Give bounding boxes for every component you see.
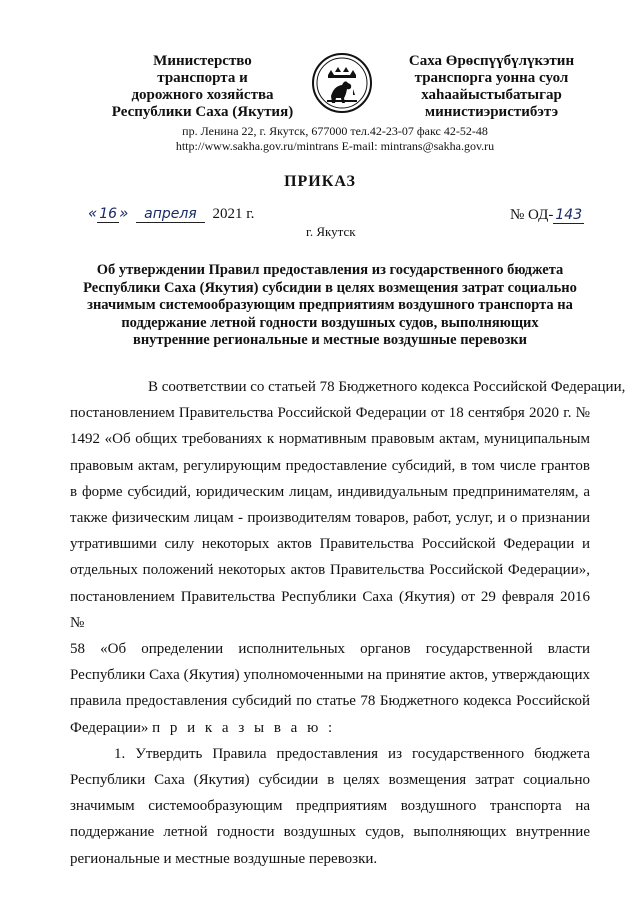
item1-line: региональные и местные воздушные перевозки. bbox=[70, 850, 378, 867]
body-line: В соответствии со статьей 78 Бюджетного кодекса Российской Федерации, bbox=[148, 379, 626, 395]
contact-info bbox=[140, 124, 530, 154]
coat-of-arms-emblem bbox=[311, 52, 373, 114]
date-day: 16 bbox=[99, 206, 118, 222]
body-line: утратившими силу некоторых актов Правительства Российской Федерации и bbox=[70, 536, 590, 553]
body-line: в форме субсидий, юридическим лицам, индивидуальным предпринимателям, а bbox=[70, 483, 590, 500]
item1-line: поддержание летной годности воздушных судов, выполняющих внутренние bbox=[70, 824, 590, 841]
order-number bbox=[510, 207, 584, 224]
body-line: отдельных положений некоторых актов Правительства Российской Федерации», bbox=[70, 562, 590, 579]
ministry-line: транспорга уонна суол bbox=[414, 70, 569, 86]
ministry-name-russian bbox=[100, 53, 305, 121]
city-name: г. Якутск bbox=[306, 224, 356, 239]
date-close-quote: » bbox=[119, 204, 129, 222]
body-line: Республики Саха (Якутия) уполномоченными на принятие актов, утверждающих bbox=[70, 667, 590, 684]
item1-line: значимым системообразующим предприятиям воздушного транспорта на bbox=[70, 798, 590, 815]
order-date bbox=[88, 204, 254, 223]
ministry-line: Республики Саха (Якутия) bbox=[111, 104, 294, 120]
body-line: постановлением Правительства Российской Федерации от 18 сентября 2020 г. № bbox=[70, 405, 590, 422]
ministry-line: хаһаайыстыбатыгар bbox=[421, 87, 562, 103]
title-line: Республики Саха (Якутия) субсидии в целях возмещения затрат социально bbox=[83, 279, 577, 296]
body-line-final bbox=[70, 715, 590, 741]
body-line: Федерации» bbox=[70, 719, 149, 736]
body-line: правила предоставления субсидий по статье 78 Бюджетного кодекса Российской bbox=[70, 693, 590, 710]
order-number-prefix: № ОД- bbox=[510, 207, 554, 223]
ministry-line: транспорта и bbox=[157, 70, 248, 86]
title-line: внутренние региональные и местные воздушные перевозки bbox=[133, 332, 527, 348]
date-open-quote: « bbox=[88, 204, 98, 222]
item1-line: Республики Саха (Якутия) субсидии в целях возмещения затрат социально bbox=[70, 772, 590, 789]
ministry-line: дорожного хозяйства bbox=[131, 87, 274, 103]
ministry-name-yakut bbox=[384, 53, 599, 121]
address-line: пр. Ленина 22, г. Якутск, 677000 тел.42-23-07 факс 42-52-48 bbox=[182, 124, 488, 138]
body-line: 58 «Об определении исполнительных органов государственной власти bbox=[70, 641, 590, 658]
body-line: также физическим лицам - производителям товаров, работ, услуг, и о признании bbox=[70, 510, 590, 527]
order-number-value: 143 bbox=[555, 207, 583, 223]
ministry-line: Саха Өрөспүүбүлүкэтин bbox=[408, 53, 575, 69]
order-word: п р и к а з ы в а ю : bbox=[152, 719, 336, 736]
date-year: 2021 г. bbox=[212, 206, 255, 222]
document-type: ПРИКАЗ bbox=[284, 173, 356, 190]
order-preamble bbox=[70, 374, 626, 872]
title-line: значимым системообразующим предприятиям воздушного транспорта на bbox=[87, 297, 573, 313]
ministry-line: министиэристибэтэ bbox=[424, 104, 559, 120]
ministry-line: Министерство bbox=[153, 53, 252, 69]
web-email-line: http://www.sakha.gov.ru/mintrans E-mail: mintrans@sakha.gov.ru bbox=[175, 139, 495, 153]
body-line: правовым актам, регулирующим предоставление субсидий, в том числе грантов bbox=[70, 457, 590, 474]
body-line: 1492 «Об общих требованиях к нормативным правовым актам, муниципальным bbox=[70, 431, 590, 448]
title-line: Об утверждении Правил предоставления из государственного бюджета bbox=[96, 262, 564, 278]
order-title bbox=[70, 262, 590, 350]
item1-line: 1. Утвердить Правила предоставления из государственного бюджета bbox=[114, 745, 590, 762]
title-line: поддержание летной годности воздушных судов, выполняющих bbox=[121, 314, 539, 331]
date-month: апреля bbox=[136, 206, 205, 223]
body-line: постановлением Правительства Республики Саха (Якутия) от 29 февраля 2016 № bbox=[70, 588, 590, 631]
